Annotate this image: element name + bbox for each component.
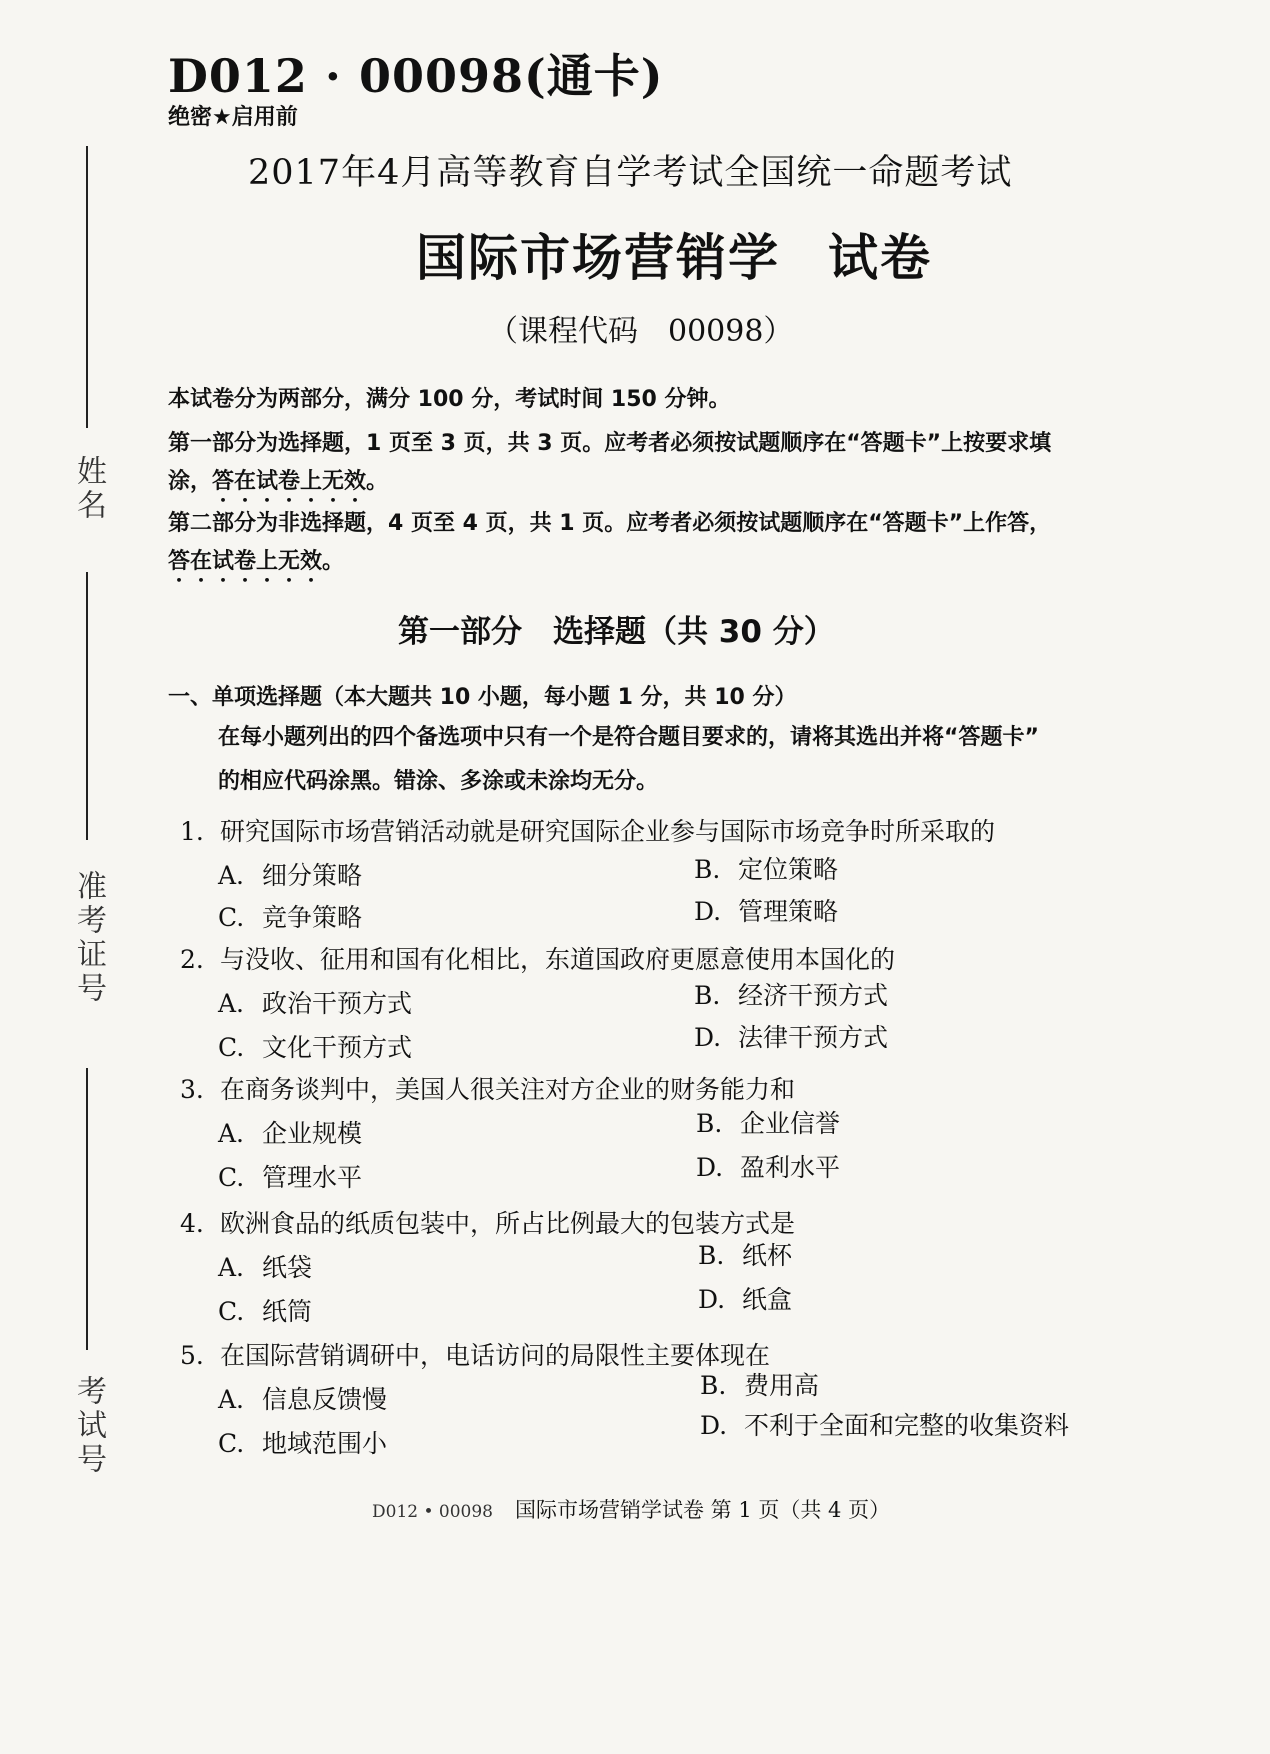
option-a [218, 1114, 362, 1150]
option-b [694, 850, 838, 886]
option-c [218, 898, 362, 934]
question-stem: 欧洲食品的纸质包装中，所占比例最大的包装方式是 [220, 1209, 796, 1238]
secret-label: 绝密★启用前 [168, 105, 298, 130]
option-c [218, 1292, 312, 1328]
option-a [218, 984, 412, 1020]
option-letter: C. [218, 1297, 245, 1326]
option-text: 信息反馈慢 [262, 1385, 388, 1414]
option-letter: B. [696, 1109, 723, 1138]
option-text: 地域范围小 [262, 1429, 388, 1458]
margin-line-3 [86, 1068, 88, 1350]
option-text: 管理水平 [262, 1163, 363, 1192]
instruction-2: 第一部分为选择题，1 页至 3 页，共 3 页。应考者必须按试题顺序在“答题卡”上按要求填 [168, 431, 1052, 456]
course-code: （课程代码 00098） [488, 314, 794, 349]
question-number: 3. [180, 1075, 204, 1104]
paper-label: 试卷 [828, 229, 932, 287]
instruction-5-dotted: 答在试卷上无效 [168, 549, 323, 574]
instruction-1: 本试卷分为两部分，满分 100 分，考试时间 150 分钟。 [168, 387, 731, 412]
instruction-4: 第二部分为非选择题，4 页至 4 页，共 1 页。应考者必须按试题顺序在“答题卡”上作答， [168, 511, 1052, 536]
option-text: 法律干预方式 [738, 1023, 889, 1052]
option-d [700, 1406, 1069, 1442]
paper-code: D012 · 00098(通卡) [168, 49, 664, 103]
option-text: 纸杯 [742, 1241, 793, 1270]
question-2 [180, 940, 895, 976]
option-text: 纸筒 [262, 1297, 313, 1326]
option-text: 政治干预方式 [262, 989, 413, 1018]
option-letter: A. [218, 1385, 245, 1414]
margin-name-label: 姓名 [71, 455, 106, 523]
option-c [218, 1158, 362, 1194]
option-d [694, 892, 838, 928]
option-text: 纸袋 [262, 1253, 313, 1282]
footer-code: D012 • 00098 [372, 1502, 493, 1522]
option-c [218, 1028, 412, 1064]
option-b [698, 1236, 792, 1272]
instruction-5-suffix: 。 [322, 549, 345, 574]
option-text: 不利于全面和完整的收集资料 [744, 1411, 1070, 1440]
question-number: 5. [180, 1341, 204, 1370]
option-letter: B. [698, 1241, 725, 1270]
option-d [694, 1018, 888, 1054]
option-d [698, 1280, 792, 1316]
exam-title: 2017年4月高等教育自学考试全国统一命题考试 [248, 153, 1013, 193]
option-letter: D. [698, 1285, 726, 1314]
question-number: 2. [180, 945, 204, 974]
option-text: 文化干预方式 [262, 1033, 413, 1062]
option-text: 细分策略 [262, 861, 363, 890]
option-text: 费用高 [744, 1371, 820, 1400]
option-text: 定位策略 [738, 855, 839, 884]
option-letter: A. [218, 1253, 245, 1282]
option-letter: C. [218, 903, 245, 932]
option-letter: A. [218, 861, 245, 890]
option-letter: D. [694, 1023, 722, 1052]
instruction-5 [168, 544, 344, 587]
section-desc-1: 在每小题列出的四个备选项中只有一个是符合题目要求的，请将其选出并将“答题卡” [218, 725, 1039, 750]
question-number: 4. [180, 1209, 204, 1238]
option-a [218, 1248, 312, 1284]
margin-admission-label: 准考证号 [71, 870, 106, 1006]
instruction-3 [168, 464, 388, 507]
instruction-3-dotted: 答在试卷上无效 [212, 469, 367, 494]
option-letter: D. [700, 1411, 728, 1440]
section-desc-2: 的相应代码涂黑。错涂、多涂或未涂均无分。 [218, 769, 659, 794]
question-stem: 在国际营销调研中，电话访问的局限性主要体现在 [220, 1341, 771, 1370]
option-b [700, 1366, 819, 1402]
subject-title [416, 218, 932, 290]
option-letter: A. [218, 1119, 245, 1148]
option-text: 纸盒 [742, 1285, 793, 1314]
question-4 [180, 1204, 795, 1240]
option-d [696, 1148, 840, 1184]
option-letter: C. [218, 1163, 245, 1192]
option-letter: B. [694, 981, 721, 1010]
instruction-3-suffix: 。 [366, 469, 389, 494]
instruction-3-prefix: 涂， [168, 469, 213, 494]
option-letter: A. [218, 989, 245, 1018]
option-text: 竞争策略 [262, 903, 363, 932]
question-1 [180, 812, 995, 848]
option-text: 经济干预方式 [738, 981, 889, 1010]
margin-exam-no-label: 考试号 [71, 1375, 106, 1477]
question-number: 1. [180, 817, 204, 846]
option-letter: D. [696, 1153, 724, 1182]
option-letter: B. [694, 855, 721, 884]
margin-line-1 [86, 146, 88, 428]
question-3 [180, 1070, 795, 1106]
question-stem: 与没收、征用和国有化相比，东道国政府更愿意使用本国化的 [220, 945, 896, 974]
option-letter: C. [218, 1429, 245, 1458]
section-heading: 一、单项选择题（本大题共 10 小题，每小题 1 分，共 10 分） [168, 685, 797, 710]
question-stem: 研究国际市场营销活动就是研究国际企业参与国际市场竞争时所采取的 [220, 817, 996, 846]
question-stem: 在商务谈判中，美国人很关注对方企业的财务能力和 [220, 1075, 796, 1104]
option-a [218, 856, 362, 892]
subject-name: 国际市场营销学 [416, 229, 780, 287]
option-letter: C. [218, 1033, 245, 1062]
option-b [694, 976, 888, 1012]
option-b [696, 1104, 840, 1140]
option-text: 盈利水平 [740, 1153, 841, 1182]
part1-title: 第一部分 选择题（共 30 分） [398, 614, 835, 650]
option-text: 企业信誉 [740, 1109, 841, 1138]
footer-text: 国际市场营销学试卷 第 1 页（共 4 页） [515, 1498, 891, 1522]
page-footer [372, 1494, 890, 1524]
option-text: 管理策略 [738, 897, 839, 926]
option-letter: B. [700, 1371, 727, 1400]
option-a [218, 1380, 387, 1416]
option-letter: D. [694, 897, 722, 926]
option-text: 企业规模 [262, 1119, 363, 1148]
question-5 [180, 1336, 770, 1372]
option-c [218, 1424, 387, 1460]
margin-line-2 [86, 572, 88, 840]
